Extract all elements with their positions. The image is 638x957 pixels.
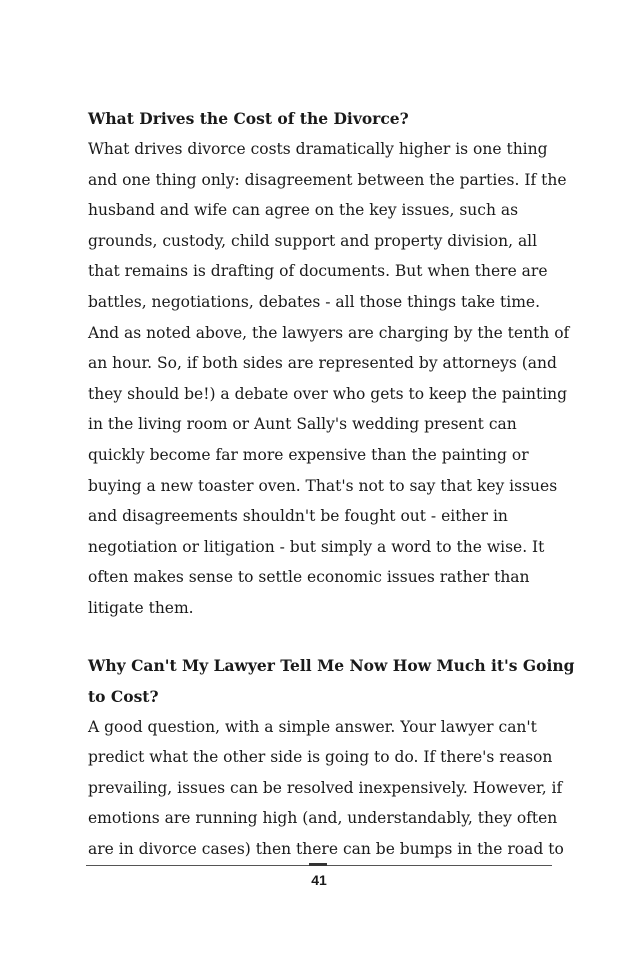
- heading-line: Why Can't My Lawyer Tell Me Now How Much it's Going: [88, 655, 575, 675]
- paragraph-line: an hour. So, if both sides are represented by attorneys (and: [88, 354, 557, 373]
- paragraph-line: And as noted above, the lawyers are charging by the tenth of: [88, 323, 570, 342]
- paragraph-line: grounds, custody, child support and property division, all: [88, 231, 538, 250]
- paragraph-line: predict what the other side is going to do. If there's reason: [88, 748, 553, 767]
- footer-divider-accent: [309, 863, 327, 866]
- paragraph-line: and disagreements shouldn't be fought out - either in: [88, 507, 508, 526]
- section-spacer: [88, 624, 558, 650]
- paragraph-line: often makes sense to settle economic issues rather than: [88, 568, 530, 587]
- paragraph-line: negotiation or litigation - but simply a word to the wise. It: [88, 537, 545, 556]
- paragraph-line: husband and wife can agree on the key issues, such as: [88, 201, 519, 220]
- section-lawyer-estimate: [88, 650, 575, 865]
- section-paragraph: [88, 134, 570, 624]
- paragraph-line: What drives divorce costs dramatically higher is one thing: [88, 140, 548, 158]
- section-paragraph: [88, 712, 564, 865]
- paragraph-line: prevailing, issues can be resolved inexpensively. However, if: [88, 778, 563, 797]
- paragraph-line: A good question, with a simple answer. Your lawyer can't: [88, 717, 537, 736]
- page-number: 41: [311, 872, 327, 888]
- paragraph-line: battles, negotiations, debates - all those things take time.: [88, 292, 540, 311]
- paragraph-line: they should be!) a debate over who gets to keep the painting: [88, 384, 568, 403]
- paragraph-line: quickly become far more expensive than the painting or: [88, 445, 529, 464]
- paragraph-line: buying a new toaster oven. That's not to say that key issues: [88, 476, 558, 495]
- heading-line: to Cost?: [88, 686, 159, 706]
- paragraph-line: litigate them.: [88, 598, 194, 617]
- paragraph-line: are in divorce cases) then there can be bumps in the road to: [88, 839, 564, 858]
- paragraph-line: in the living room or Aunt Sally's wedding present can: [88, 415, 517, 434]
- paragraph-line: and one thing only: disagreement between the parties. If the: [88, 170, 567, 189]
- heading-line: What Drives the Cost of the Divorce?: [88, 109, 409, 128]
- paragraph-line: that remains is drafting of documents. But when there are: [88, 262, 548, 281]
- section-heading: [88, 650, 575, 712]
- section-heading: [88, 103, 558, 134]
- page-body: [88, 103, 575, 864]
- section-cost-drivers: [88, 103, 570, 624]
- paragraph-line: emotions are running high (and, understandably, they often: [88, 809, 558, 828]
